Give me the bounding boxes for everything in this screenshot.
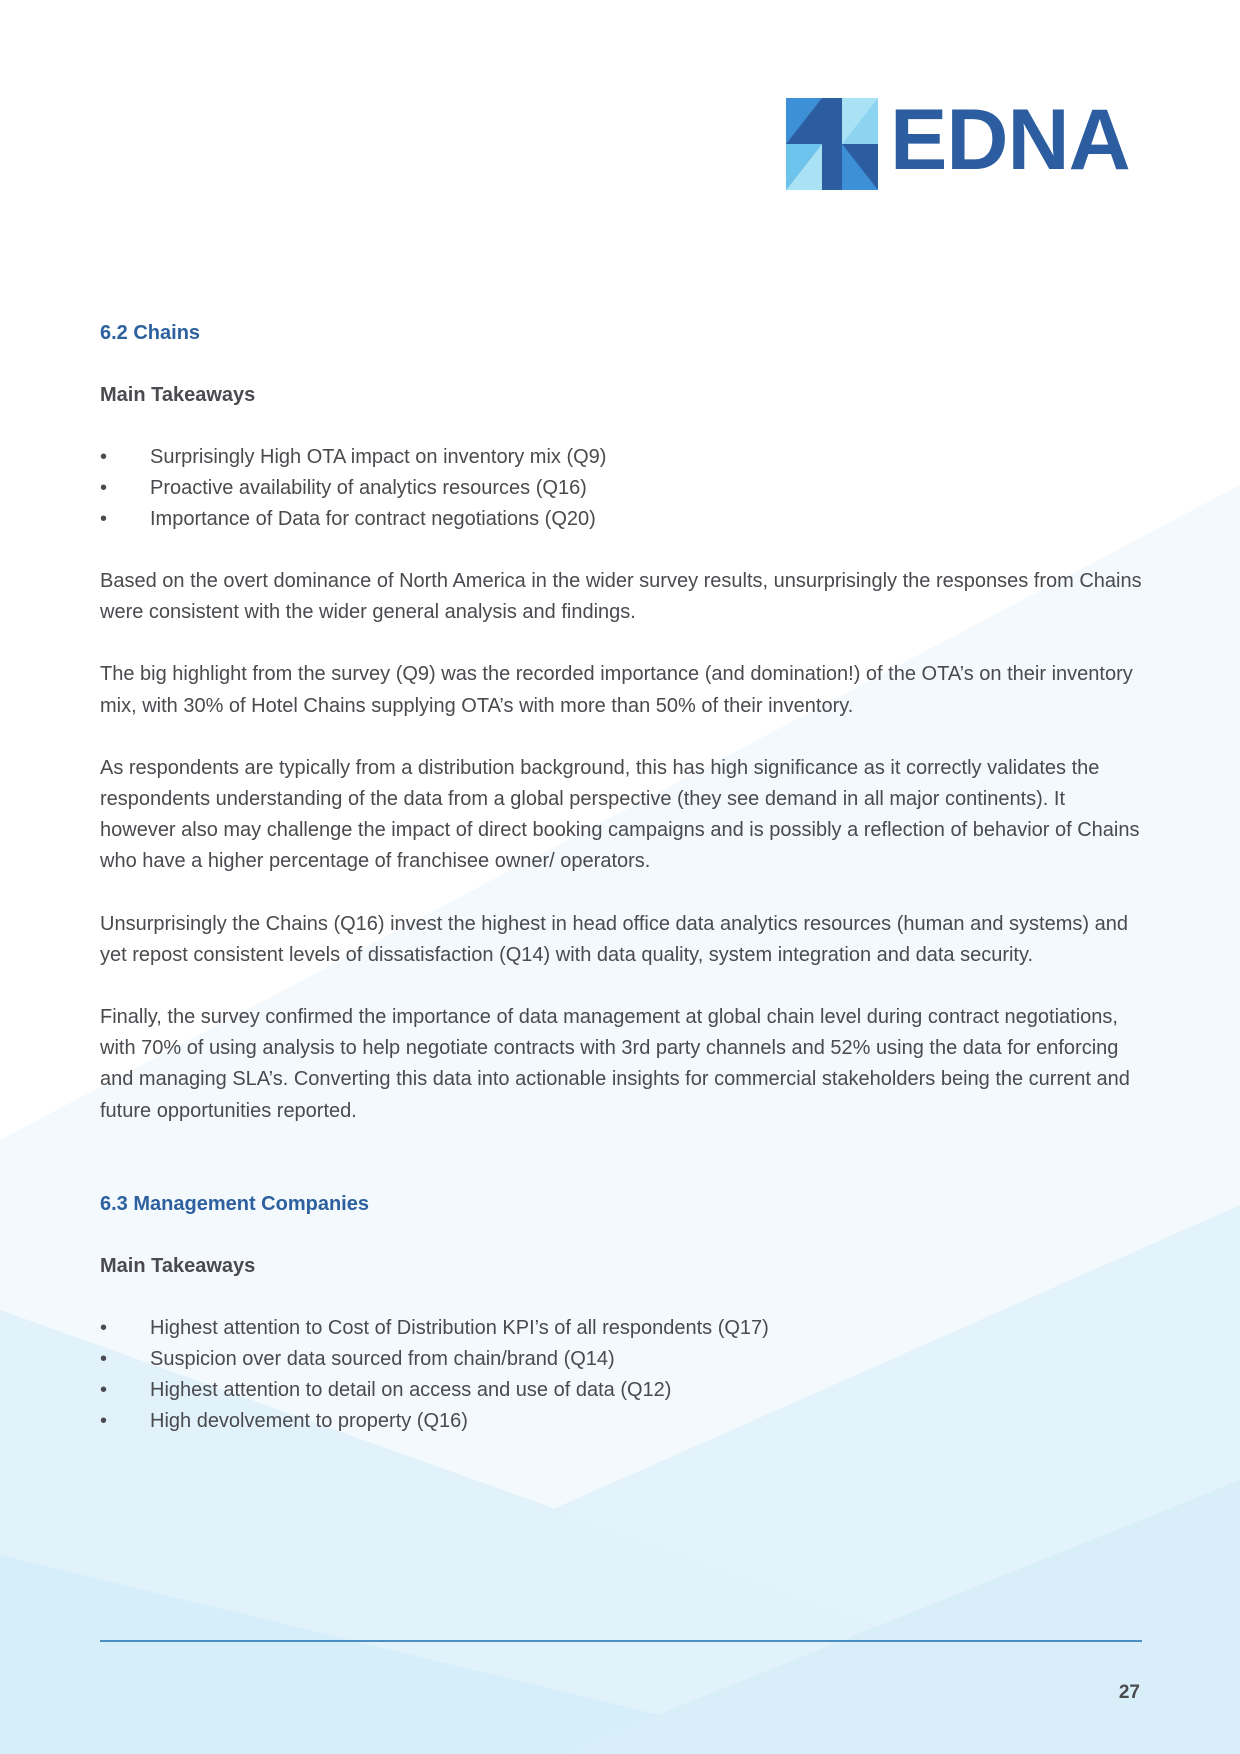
bullet-icon: • bbox=[100, 1378, 108, 1401]
takeaways-heading-management-companies: Main Takeaways bbox=[100, 1254, 256, 1277]
edna-logo bbox=[786, 92, 1142, 190]
takeaways-list-chains bbox=[100, 442, 1142, 535]
takeaways-heading-chains: Main Takeaways bbox=[100, 384, 256, 406]
section-heading-management-companies: 6.3 Management Companies bbox=[100, 1192, 369, 1215]
paragraph: Based on the overt dominance of North America in the wider survey results, unsurprisingly the responses from Chains were consistent with the wider general analysis and findings. bbox=[100, 570, 1142, 624]
edna-logo-mark-icon bbox=[786, 98, 878, 190]
list-item: • Highest attention to Cost of Distribution KPI’s of all respondents (Q17) bbox=[100, 1313, 1142, 1344]
section-heading-chains: 6.2 Chains bbox=[100, 322, 201, 344]
list-item: • Suspicion over data sourced from chain/brand (Q14) bbox=[100, 1344, 1142, 1375]
page-number: 27 bbox=[1118, 1682, 1140, 1703]
list-item: • Highest attention to detail on access and use of data (Q12) bbox=[100, 1375, 1142, 1406]
list-item: • Importance of Data for contract negotiations (Q20) bbox=[100, 504, 1142, 535]
paragraph: The big highlight from the survey (Q9) was the recorded importance (and domination!) of the OTA’s on their inventory mix, with 30% of Hotel Chains supplying OTA’s with more than 50% of their inventory. bbox=[100, 663, 1133, 717]
bullet-icon: • bbox=[100, 1316, 108, 1339]
footer-divider bbox=[100, 1640, 1142, 1642]
bullet-icon: • bbox=[100, 1409, 108, 1432]
takeaways-list-management-companies bbox=[100, 1313, 1142, 1437]
bullet-icon: • bbox=[100, 477, 108, 499]
list-item: • Proactive availability of analytics resources (Q16) bbox=[100, 473, 1142, 504]
bullet-icon: • bbox=[100, 1347, 108, 1370]
bullet-icon: • bbox=[100, 508, 108, 530]
paragraph: Finally, the survey confirmed the importance of data management at global chain level during contract negotiations, with 70% of using analysis to help negotiate contracts with 3rd party channels and 52% using the data for enforcing and managing SLA’s. Converting this data into actionable insights for commercial stakeholders being the current and future opportunities reported. bbox=[100, 1006, 1130, 1122]
edna-logo-text: EDNA bbox=[890, 92, 1130, 188]
paragraph: As respondents are typically from a distribution background, this has high significance as it correctly validates the respondents understanding of the data from a global perspective (they see demand in all major continents). It however also may challenge the impact of direct booking campaigns and is possibly a reflection of behavior of Chains who have a higher percentage of franchisee owner/ operators. bbox=[100, 756, 1140, 873]
list-item: • Surprisingly High OTA impact on inventory mix (Q9) bbox=[100, 442, 1142, 473]
paragraph: Unsurprisingly the Chains (Q16) invest the highest in head office data analytics resources (human and systems) and yet repost consistent levels of dissatisfaction (Q14) with data quality, system integration and data security. bbox=[100, 912, 1128, 966]
list-item: • High devolvement to property (Q16) bbox=[100, 1406, 1142, 1437]
bullet-icon: • bbox=[100, 446, 108, 468]
page-content bbox=[100, 318, 1142, 1437]
